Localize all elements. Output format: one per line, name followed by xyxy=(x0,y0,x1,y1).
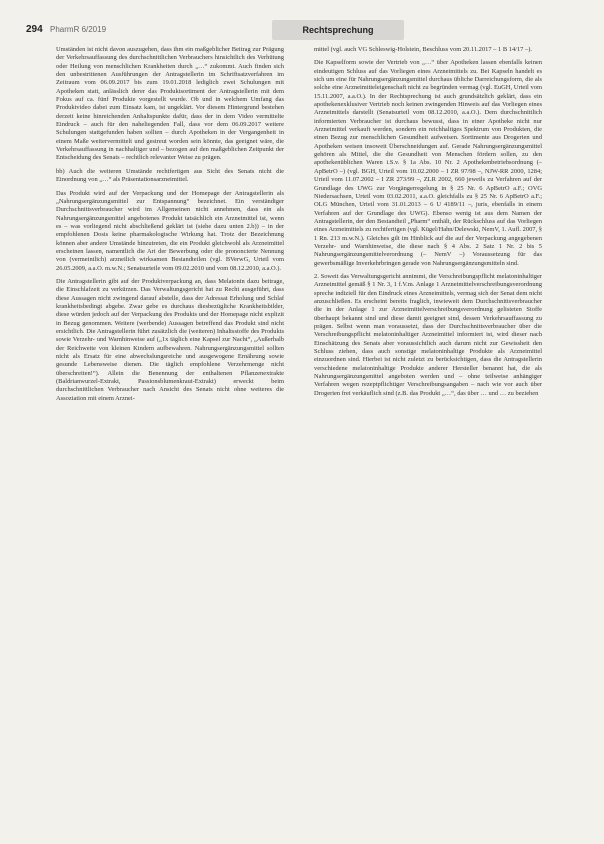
section-title: Rechtsprechung xyxy=(272,20,404,40)
paragraph: 2. Soweit das Verwaltungsgericht annimmt, die Verschreibungspflicht melatoninhaltiger Arzneimittel gemäß § 1 Nr. 3, 1 f.V.m. Anlage 1 Arzneimittelverschreibungsverordnung spreche indiziell für den Eindruck eines Arzneimittels, vermag sich der Senat dem nicht anzuschließen. Es erscheint bereits fraglich, inwieweit dem Durchschnittsverbraucher die in der Anlage 1 zur Arzneimittelverschreibungsverordnung gelisteten Stoffe überhaupt bekannt sind und diese damit geeignet sind, dessen Verkehrsauffassung zu prägen. Selbst wenn man voraussetzt, dass der Durchschnittsverbraucher über die Verschreibungspflicht melatoninhaltiger Arzneimittel informiert ist, wird dieser nach Einschätzung des Senats aber voraussichtlich auch darum nicht zur Gewissheit den Schluss ziehen, dass auch sonstige melatoninhaltige Produkte als Arzneimittel einzuordnen sind. Hierbei ist nicht zuletzt zu berücksichtigen, dass die Antragstellerin verschiedene melatoninhaltige Produkte anderer Hersteller benannt hat, die als Nahrungsergänzungsmittel angeboten werden und – ohne teilweise anhängiger Verfahren wegen rezeptpflichtiger Verschreibungsangaben – nach wie vor auch über Drogerien frei verkäuflich sind (z.B. das Produkt „…“, das über … und … zu beziehen xyxy=(314,272,542,397)
paragraph: Die Kapselform sowie der Vertrieb von „…“ über Apotheken lassen ebenfalls keinen eindeutigen Schluss auf das Vorliegen eines Arzneimittels zu. Bei Kapseln handelt es sich um eine für Nahrungsergänzungsmittel durchaus übliche Darreichungsform, die als solche eine Arzneimitteleigenschaft nicht zu begründen vermag (vgl. EuGH, Urteil vom 15.11.2007, a.a.O.). In der Rechtsprechung ist auch grundsätzlich geklärt, dass ein apothekenexklusiver Vertrieb noch keinen zwingenden Hinweis auf das Vorliegen eines Arzneimittels darstellt (Senatsurteil vom 08.12.2010, a.a.O.). Dem durchschnittlich informierten Verbraucher ist durchaus bewusst, dass in einer Apotheke nicht nur Arzneimittel verkauft werden, sondern ein reichhaltiges Spektrum von Produkten, die einen Bezug zur menschlichen Gesundheit aufweisen. Sortimente aus Drogerien und Apotheken weisen insoweit Überschneidungen auf. Gerade Nahrungsergänzungsmittel gehören als Mittel, die die Gesundheit von Menschen fördern sollen, zu den apothekenüblichen Waren i.S.v. § 1a Abs. 10 Nr. 2 Apothekenbetriebsordnung (– ApBetrO –) (vgl. BGH, Urteil vom 10.02.2000 – I ZR 97/98 –, NJW-RR 2000, 1284; Urteil vom 11.07.2002 – I ZR 273/99 –, ZLR 2002, 660 jeweils zu Verfahren auf der Grundlage des UWG zur Vorgängerregelung in § 25 Nr. 6 ApBetrO a.F.; OVG Niedersachsen, Urteil vom 03.02.2011, a.a.O. gleichfalls zu § 25 Nr. 6 ApBetrO a.F.; OLG München, Urteil vom 31.01.2013 – 6 U 4189/11 –, juris, ebenfalls in einem Verfahren auf der Grundlage des UWG). Ebenso wenig ist aus dem Namen der Antragstellerin, der den Bestandteil „Pharm“ enthält, der Rückschluss auf das Vorliegen eines Arzneimittels zu rechtfertigen (vgl. Kügel/Hahn/Delewski, NemV, 1. Aufl. 2007, § 1 Rn. 213 m.w.N.). Gleiches gilt im Hinblick auf die auf der Verpackung angegebenen Verzehr- und Warnhinweise, die diese nach § 4 Abs. 2 Satz 1 Nr. 2 bis 5 Nahrungsergänzungsmittelverordnung (– NemV –) Voraussetzung für das gewerbsmäßige Inverkehrbringen gerade von Nahrungsergänzungsmitteln sind. xyxy=(314,59,542,267)
paragraph: mittel (vgl. auch VG Schleswig-Holstein, Beschluss vom 20.11.2017 – 1 B 14/17 –). xyxy=(314,46,532,53)
left-column xyxy=(56,46,284,838)
page-header xyxy=(22,20,582,42)
paragraph: Umständen ist nicht davon auszugehen, dass ihm ein maßgeblicher Beitrag zur Prägung der Verkehrsauffassung des durchschnittlichen Verbrauchers hinsichtlich des Verhütung oder Heilung von menschlichen Krankheiten durch „…“ zukommt. Auch finden sich den unbestrittenen Ausführungen der Antragstellerin im Schriftsatzverfahren im Zeitraum vom 06.09.2017 bis zum 19.01.2018 lediglich zwei Schulungen mit Apotheken statt, anlässlich derer das Produktsortiment der Antragstellerin mit dem Fokus auf ca. fünf Produkte vorgestellt wurde. Ob und in welchem Umfang das Produktvideo dabei zum Einsatz kam, ist ungeklärt. Vor diesem Hintergrund bestehen derzeit keine hinreichenden Anhaltspunkte dafür, dass der in dem Video vermittelte Eindruck – auch für den naheliegenden Fall, dass vor dem 06.09.2017 weitere Schulungen stattgefunden haben sollten – durch Apotheken in der Vergangenheit in einem Maße weitervermittelt und gestreut worden sein könnte, das geeignet wäre, die Verkehrsauffassung in nachhaltiger und – bezogen auf den maßgeblichen Zeitpunkt der Entscheidung des Senats – rechtlich relevanter Weise zu prägen. xyxy=(56,46,284,162)
paragraph: bb) Auch die weiteren Umstände rechtfertigen aus Sicht des Senats nicht die Einordnung von „…“ als Präsentationsarzneimittel. xyxy=(56,167,284,184)
journal-issue: PharmR 6/2019 xyxy=(50,25,107,34)
paragraph: Die Antragstellerin gibt auf der Produktverpackung an, dass Melatonin dazu beitrage, die Einschlafzeit zu verkürzen. Das Verwaltungsgericht hat zu Recht ausgeführt, dass diese Aussagen nicht zwingend darauf abstelle, dass der Adressat Erholung und Schlaf krankheitsbedingt abgebe. Zwar gebe es durchaus diesbezügliche Krankheitsbilder, diese würden jedoch auf der Verpackung des Produkts und der Homepage nicht explizit in Bezug genommen. Weitere (werbende) Aussagen betreffend das Produkt sind nicht ersichtlich. Die Antragstellerin führt zusätzlich die (weiteren) Inhaltsstoffe des Produkts sowie Verzehr- und Warnhinweise auf („1x täglich eine Kapsel zur Nacht“, „Außerhalb der Reichweite von kleinen Kindern aufbewahren. Nahrungsergänzungsmittel sollten nicht als Ersatz für eine abwechslungsreiche und ausgewogene Ernährung sowie gesunde Lebensweise dienen. Die täglich empfohlene Verzehrmenge nicht überschreiten!“). Allein die Benennung der enthaltenen Pflanzenextrakte (Baldrianwurzel-Extrakt, Passionsblumenkraut-Extrakt) erweckt beim durchschnittlichen Verbraucher nach Ansicht des Senats nicht ohne weiteres die Assoziation mit einem Arznei- xyxy=(56,277,284,402)
paragraph: Das Produkt wird auf der Verpackung und der Homepage der Antragstellerin als „Nahrungsergänzungsmittel zur Entspannung“ bezeichnet. Ein verständiger Durchschnittsverbraucher wird im Allgemeinen nicht annehmen, dass ein als Nahrungsergänzungsmittel angebotenes Produkt tatsächlich ein Arzneimittel ist, wenn es – was vorliegend nicht abschließend geklärt ist (siehe dazu unten 2.b)) – in der empfohlenen Dosis keine pharmakologische Wirkung hat. Trotz der Bezeichnung können aber andere Umstände hinzutreten, die ein Produkt gleichwohl als Arzneimittel erscheinen lassen, namentlich die Art der Bewerbung oder die prononcierte Nennung von (vermeintlich) arzneilich wirksamen Bestandteilen (vgl. BVerwG, Urteil vom 26.05.2009, a.a.O. m.w.N.; Senatsurteile vom 09.02.2010 und vom 08.12.2010, a.a.O.). xyxy=(56,189,284,272)
right-column xyxy=(314,46,542,838)
page-number: 294 xyxy=(26,24,43,35)
